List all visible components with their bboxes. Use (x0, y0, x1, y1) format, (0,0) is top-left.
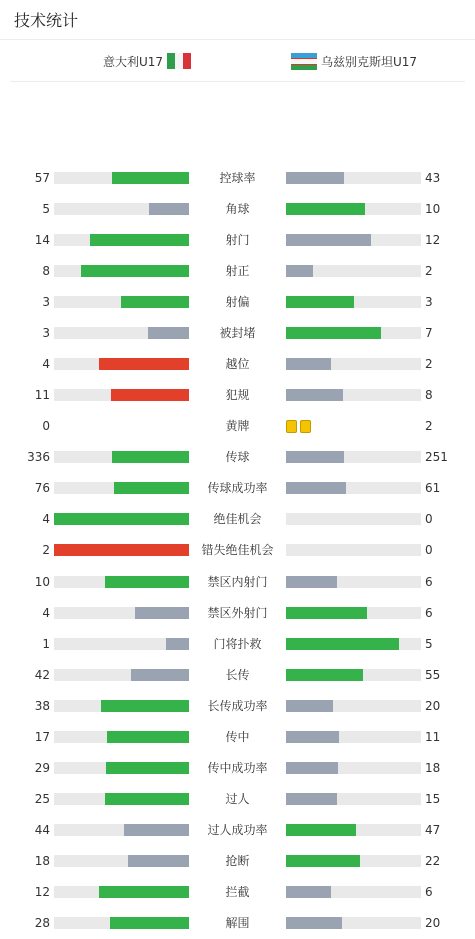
away-bar-track (286, 234, 421, 246)
home-value: 29 (34, 760, 50, 775)
home-value: 8 (42, 264, 50, 279)
stat-label: 禁区内射门 (207, 574, 268, 589)
stat-row (0, 287, 475, 318)
home-value: 2 (42, 543, 50, 558)
away-bar (286, 576, 337, 588)
page-title: 技术统计 (14, 11, 79, 30)
away-value: 11 (425, 729, 441, 744)
away-bar-track (286, 669, 421, 681)
home-bar (128, 855, 189, 867)
stat-label: 绝佳机会 (213, 512, 262, 527)
stat-row (0, 846, 475, 877)
away-value: 47 (425, 822, 441, 837)
home-bar (54, 513, 189, 525)
stat-label: 拦截 (225, 884, 250, 899)
stat-row (0, 256, 475, 287)
teams-header (10, 40, 465, 82)
away-value: 5 (425, 636, 433, 651)
stat-label: 传中 (225, 729, 250, 744)
home-bar (99, 358, 189, 370)
away-bar (286, 482, 346, 494)
away-value: 3 (425, 295, 433, 310)
stat-row (0, 691, 475, 722)
away-bar-track (286, 513, 421, 525)
home-bar-track (54, 886, 189, 898)
home-bar (148, 327, 189, 339)
stat-label: 解围 (225, 915, 250, 930)
home-bar (101, 700, 189, 712)
home-bar (99, 886, 189, 898)
home-bar-track (54, 793, 189, 805)
away-bar-track (286, 327, 421, 339)
away-bar (286, 607, 367, 619)
yellow-card-icon (286, 420, 297, 433)
home-bar (105, 793, 189, 805)
away-bar-track (286, 638, 421, 650)
away-bar-track (286, 886, 421, 898)
home-bar-track (54, 327, 189, 339)
stat-label: 被封堵 (219, 326, 256, 341)
away-value: 61 (425, 481, 441, 496)
stat-label: 错失绝佳机会 (201, 543, 274, 558)
away-value: 22 (425, 853, 441, 868)
home-value: 11 (34, 388, 50, 403)
away-team-name: 乌兹别克斯坦U17 (321, 54, 418, 69)
home-value: 4 (42, 512, 50, 527)
stat-label: 长传 (225, 667, 250, 682)
away-value: 55 (425, 667, 441, 682)
away-bar-track (286, 358, 421, 370)
home-value: 4 (42, 605, 50, 620)
stat-label: 射正 (225, 264, 250, 279)
stat-row (0, 473, 475, 504)
home-bar-track (54, 265, 189, 277)
away-value: 2 (425, 419, 433, 434)
away-bar (286, 669, 363, 681)
home-bar-track (54, 855, 189, 867)
stat-row (0, 349, 475, 380)
away-bar-track (286, 576, 421, 588)
away-bar-track (286, 265, 421, 277)
home-value: 12 (34, 884, 50, 899)
stat-label: 黄牌 (225, 419, 250, 434)
home-bar-track (54, 576, 189, 588)
home-bar (149, 203, 189, 215)
stat-label: 角球 (225, 202, 250, 217)
stat-row (0, 598, 475, 629)
home-value: 0 (42, 419, 50, 434)
away-value: 43 (425, 171, 441, 185)
away-bar (286, 358, 331, 370)
away-bar-track (286, 296, 421, 308)
away-bar-track (286, 855, 421, 867)
home-value: 336 (27, 450, 50, 465)
home-bar (90, 234, 189, 246)
away-bar (286, 265, 313, 277)
stat-row (0, 225, 475, 256)
home-bar (81, 265, 189, 277)
away-bar (286, 296, 354, 308)
home-team-name: 意大利U17 (103, 54, 164, 69)
stat-label: 控球率 (219, 171, 256, 185)
away-bar-track (286, 731, 421, 743)
away-value: 10 (425, 202, 441, 217)
stat-label: 抢断 (225, 853, 250, 868)
away-value: 6 (425, 574, 433, 589)
stat-row (0, 784, 475, 815)
home-value: 38 (34, 698, 50, 713)
home-value: 25 (34, 791, 50, 806)
away-bar-track (286, 793, 421, 805)
away-value: 2 (425, 357, 433, 372)
home-bar (107, 731, 189, 743)
away-bar (286, 731, 339, 743)
home-value: 4 (42, 357, 50, 372)
home-value: 10 (34, 574, 50, 589)
home-bar (54, 544, 189, 556)
stat-row (0, 722, 475, 753)
away-bar-track (286, 482, 421, 494)
stat-row (0, 535, 475, 566)
home-bar-track (54, 234, 189, 246)
home-bar (135, 607, 189, 619)
stat-label: 射偏 (225, 295, 250, 310)
away-bar-track (286, 762, 421, 774)
home-bar (166, 638, 189, 650)
home-value: 17 (34, 729, 50, 744)
home-bar-track (54, 389, 189, 401)
away-value: 8 (425, 388, 433, 403)
home-bar (110, 917, 189, 929)
stat-row (0, 442, 475, 473)
stat-label: 长传成功率 (207, 698, 268, 713)
home-value: 76 (34, 481, 50, 496)
home-bar-track (54, 203, 189, 215)
away-bar (286, 451, 344, 463)
home-bar (111, 389, 189, 401)
stat-row (0, 660, 475, 691)
away-bar (286, 638, 399, 650)
away-bar (286, 203, 365, 215)
home-bar (106, 762, 189, 774)
stat-label: 禁区外射门 (207, 605, 268, 620)
away-bar-track (286, 389, 421, 401)
yellow-card-icon (300, 420, 311, 433)
home-bar-track (54, 172, 189, 184)
stat-label: 射门 (225, 233, 250, 248)
away-bar-track (286, 451, 421, 463)
stat-row (0, 504, 475, 535)
stat-row (0, 877, 475, 908)
home-value: 42 (34, 667, 50, 682)
away-bar-track (286, 917, 421, 929)
away-bar (286, 389, 343, 401)
away-bar-track (286, 607, 421, 619)
home-bar-track (54, 513, 189, 525)
away-value: 20 (425, 698, 441, 713)
home-bar-track (54, 762, 189, 774)
home-bar (131, 669, 189, 681)
home-value: 1 (42, 636, 50, 651)
home-value: 18 (34, 853, 50, 868)
section-header (0, 0, 475, 40)
home-bar-track (54, 451, 189, 463)
away-value: 2 (425, 264, 433, 279)
stat-label: 传中成功率 (207, 760, 268, 775)
away-bar-track (286, 203, 421, 215)
away-bar (286, 824, 356, 836)
away-bar (286, 762, 338, 774)
away-bar (286, 917, 342, 929)
home-value: 3 (42, 295, 50, 310)
home-bar (105, 576, 189, 588)
home-bar-track (54, 296, 189, 308)
uzbekistan-flag-icon (291, 53, 317, 70)
away-value: 12 (425, 233, 441, 248)
stat-row (0, 567, 475, 598)
home-bar-track (54, 700, 189, 712)
away-bar (286, 793, 337, 805)
away-bar-track (286, 700, 421, 712)
home-bar-track (54, 917, 189, 929)
home-bar-track (54, 482, 189, 494)
home-value: 28 (34, 915, 50, 930)
stat-label: 过人成功率 (207, 822, 268, 837)
home-bar-track (54, 607, 189, 619)
away-value: 251 (425, 450, 448, 465)
home-bar-track (54, 824, 189, 836)
home-bar-track (54, 638, 189, 650)
home-bar-track (54, 669, 189, 681)
away-bar (286, 886, 331, 898)
stat-row (0, 411, 475, 442)
away-value: 6 (425, 884, 433, 899)
stat-label: 门将扑救 (213, 636, 262, 651)
home-bar (112, 172, 189, 184)
away-value: 6 (425, 605, 433, 620)
away-team (291, 40, 417, 82)
home-bar-track (54, 731, 189, 743)
away-bar-track (286, 172, 421, 184)
stat-label: 犯规 (225, 388, 250, 403)
home-bar (121, 296, 189, 308)
home-bar (114, 482, 189, 494)
home-value: 5 (42, 202, 50, 217)
home-bar (124, 824, 189, 836)
stat-row (0, 380, 475, 411)
home-value: 57 (34, 171, 50, 185)
stat-row (0, 908, 475, 939)
stat-label: 传球成功率 (207, 481, 268, 496)
home-bar (112, 451, 189, 463)
stat-label: 过人 (225, 791, 250, 806)
stat-row (0, 753, 475, 784)
away-value: 20 (425, 915, 441, 930)
home-value: 14 (34, 233, 50, 248)
stat-label: 越位 (225, 357, 250, 372)
away-bar (286, 855, 360, 867)
away-bar (286, 327, 381, 339)
home-team (103, 40, 191, 82)
away-bar-track (286, 824, 421, 836)
away-value: 15 (425, 791, 441, 806)
stat-row (0, 194, 475, 225)
away-value: 18 (425, 760, 441, 775)
away-value: 0 (425, 512, 433, 527)
away-value: 0 (425, 543, 433, 558)
stat-row (0, 318, 475, 349)
away-bar-track (286, 544, 421, 556)
italy-flag-icon (167, 53, 191, 69)
away-bar (286, 234, 371, 246)
away-bar (286, 700, 333, 712)
away-bar (286, 172, 344, 184)
stat-row (0, 629, 475, 660)
stat-row (0, 163, 475, 194)
home-value: 3 (42, 326, 50, 341)
away-value: 7 (425, 326, 433, 341)
stat-label: 传球 (225, 450, 250, 465)
stat-row (0, 815, 475, 846)
home-value: 44 (34, 822, 50, 837)
home-bar-track (54, 358, 189, 370)
yellow-cards (286, 420, 311, 433)
home-bar-track (54, 544, 189, 556)
